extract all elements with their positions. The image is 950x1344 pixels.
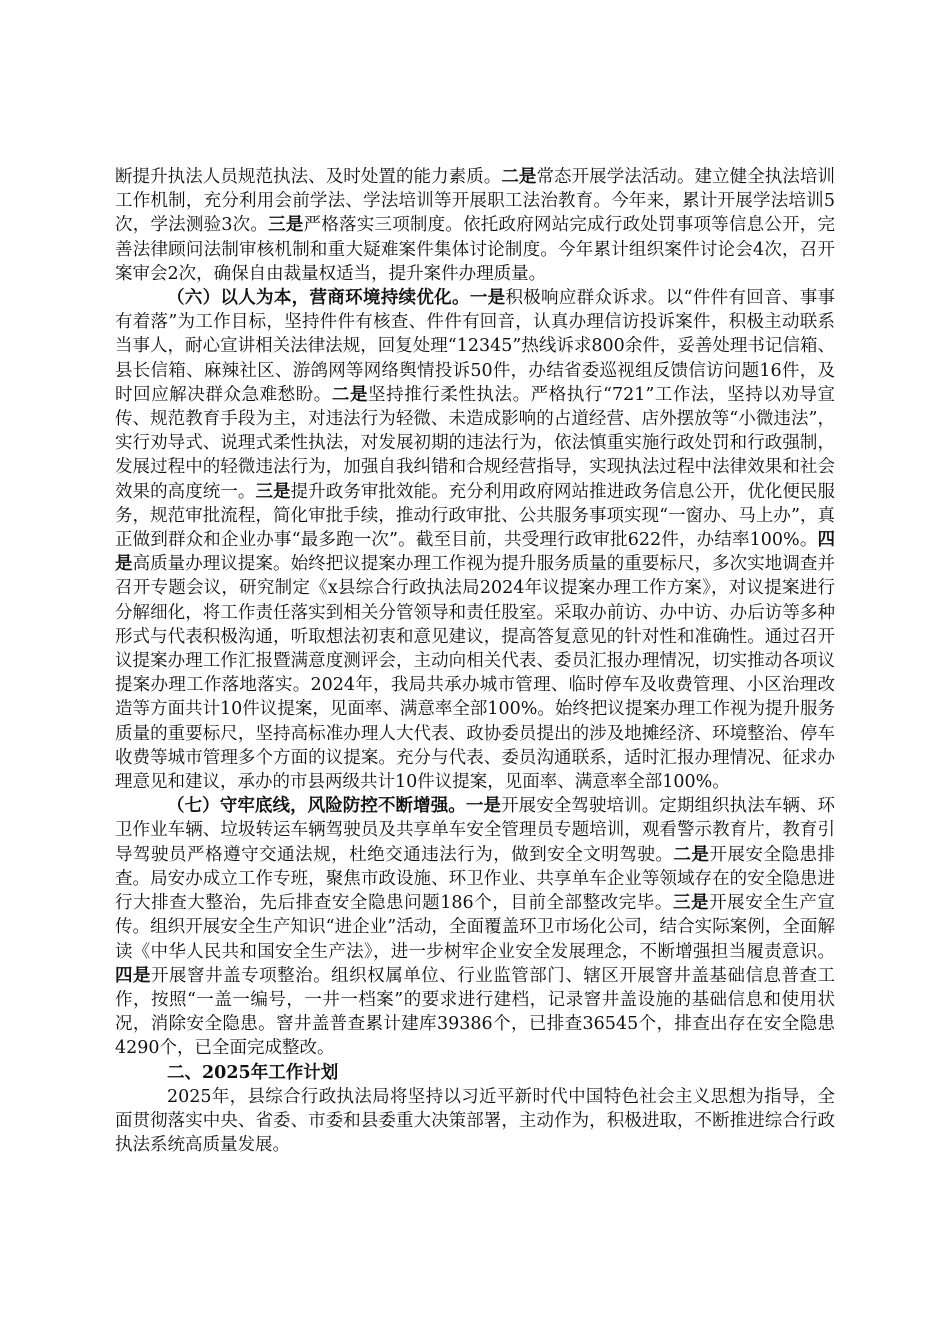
text-segment: 开展窨井盖专项整治。组织权属单位、行业监管部门、辖区开展窨井盖基础信息普查工作，按照“一盖一编号，一井一档案”的要求进行建档，记录窨井盖设施的基础信息和使用状况，消除安全隐患。窨井盖普查累计建库39386个，已排查36545个，排查出存在安全隐患4290个，已全面完成整改。 [115,965,836,1059]
text-segment-bold: 三是 [268,215,304,236]
text-segment-bold: 一是 [469,288,506,309]
text-segment-bold: 三是 [255,481,291,502]
text-segment: 坚持推行柔性执法。严格执行“721”工作法，坚持以劝导宣传、规范教育手段为主，对违法行为轻微、未造成影响的占道经营、店外摆放等“小微违法”，实行劝导式、说理式柔性执法，对发展初期的违法行为，依法慎重实施行政处罚和行政强制，发展过程中的轻微违法行为，加强自我纠错和合规经营指导，实现执法过程中法律效果和社会效果的高度统一。 [115,384,836,502]
text-segment-bold: 一是 [465,796,502,817]
paragraph-section-six [115,286,835,794]
text-segment-bold: 四是 [115,965,152,986]
subsection-title-seven: （七）守牢底线，风险防控不断增强。 [167,796,466,817]
text-segment: 断提升执法人员规范执法、及时处置的能力素质。 [115,167,502,187]
text-segment: 严格落实三项制度。依托政府网站完成行政处罚事项等信息公开，完善法律顾问法制审核机制和重大疑难案件集体讨论制度。今年累计组织案件讨论会4次，召开案审会2次，确保自由裁量权适当，提升案件办理质量。 [115,215,836,284]
paragraph-legal-study [115,165,835,286]
text-segment: 开展安全隐患排查。局安办成立工作专班，聚焦市政设施、环卫作业、共享单车企业等领域存在的安全隐患进行大排查大整治，先后排查安全隐患问题186个，目前全部整改完毕。 [115,844,836,914]
text-segment: 高质量办理议提案。始终把议提案办理工作视为提升服务质量的重要标尺，多次实地调查并召开专题会议，研究制定《x县综合行政执法局2024年议提案办理工作方案》，对议提案进行分解细化，将工作责任落实到相关分管领导和责任股室。采取办前访、办中访、办后访等多种形式与代表积极沟通，听取想法初衷和意见建议，提高答复意见的针对性和准确性。通过召开议提案办理工作汇报暨满意度测评会，主动向相关代表、委员汇报办理情况，切实推动各项议提案办理工作落地落实。2024年，我局共承办城市管理、临时停车及收费管理、小区治理改造等方面共计10件议提案，见面率、满意率全部100%。始终把议提案办理工作视为提升服务质量的重要标尺，坚持高标准办理人大代表、政协委员提出的涉及地摊经济、环境整治、停车收费等城市管理多个方面的议提案。充分与代表、委员沟通联系，适时汇报办理情况、征求办理意见和建议，承办的市县两级共计10件议提案，见面率、满意率全部100%。 [115,554,835,793]
text-segment: 开展安全生产宣传。组织开展安全生产知识“进企业”活动，全面覆盖环卫市场化公司，结合实际案例，全面解读《中华人民共和国安全生产法》，进一步树牢企业安全发展理念，不断增强担当履责意识。 [115,893,836,962]
section-heading-2025-plan: 二、2025年工作计划 [167,1062,339,1083]
text-segment-bold: 二是 [673,844,710,865]
text-segment: 开展安全驾驶培训。定期组织执法车辆、环卫作业车辆、垃圾转运车辆驾驶员及共享单车安全管理员专题培训，观看警示教育片，教育引导驾驶员严格遵守交通法规，杜绝交通违法行为，做到安全文明驾驶。 [115,796,836,865]
subsection-title-six: （六）以人为本，营商环境持续优化。 [167,288,470,309]
text-segment-bold: 二是 [331,384,369,405]
text-segment: 常态开展学法活动。建立健全执法培训工作机制，充分利用会前学法、学法培训等开展职工法治教育。今年来，累计开展学法培训5次，学法测验3次。 [115,167,835,236]
paragraph-2025-plan: 2025年，县综合行政执法局将坚持以习近平新时代中国特色社会主义思想为指导，全面贯彻落实中央、省委、市委和县委重大决策部署，主动作为，积极进取，不断推进综合行政执法系统高质量发展。 [115,1086,835,1156]
paragraph-section-seven [115,794,835,1060]
document-body [115,165,835,1157]
text-segment-bold: 四是 [115,530,835,575]
text-segment-bold: 二是 [501,167,537,187]
text-segment: 提升政务审批效能。充分利用政府网站推进政务信息公开，优化便民服务，规范审批流程，简化审批手续，推动行政审批、公共服务事项实现“一窗办、马上办”，真正做到群众和企业办事“最多跑一次”。截至目前，共受理行政审批622件，办结率100%。 [115,481,835,551]
text-segment: 积极响应群众诉求。以“件件有回音、事事有着落”为工作目标，坚持件件有核查、件件有回音，认真办理信访投诉案件，积极主动联系当事人，耐心宣讲相关法律法规，回复处理“12345”热线诉求800余件，妥善处理书记信箱、县长信箱、麻辣社区、游鸽网等网络舆情投诉50件，办结省委巡视组反馈信访问题16件，及时回应解决群众急难愁盼。 [115,288,836,405]
text-segment-bold: 三是 [672,893,710,914]
